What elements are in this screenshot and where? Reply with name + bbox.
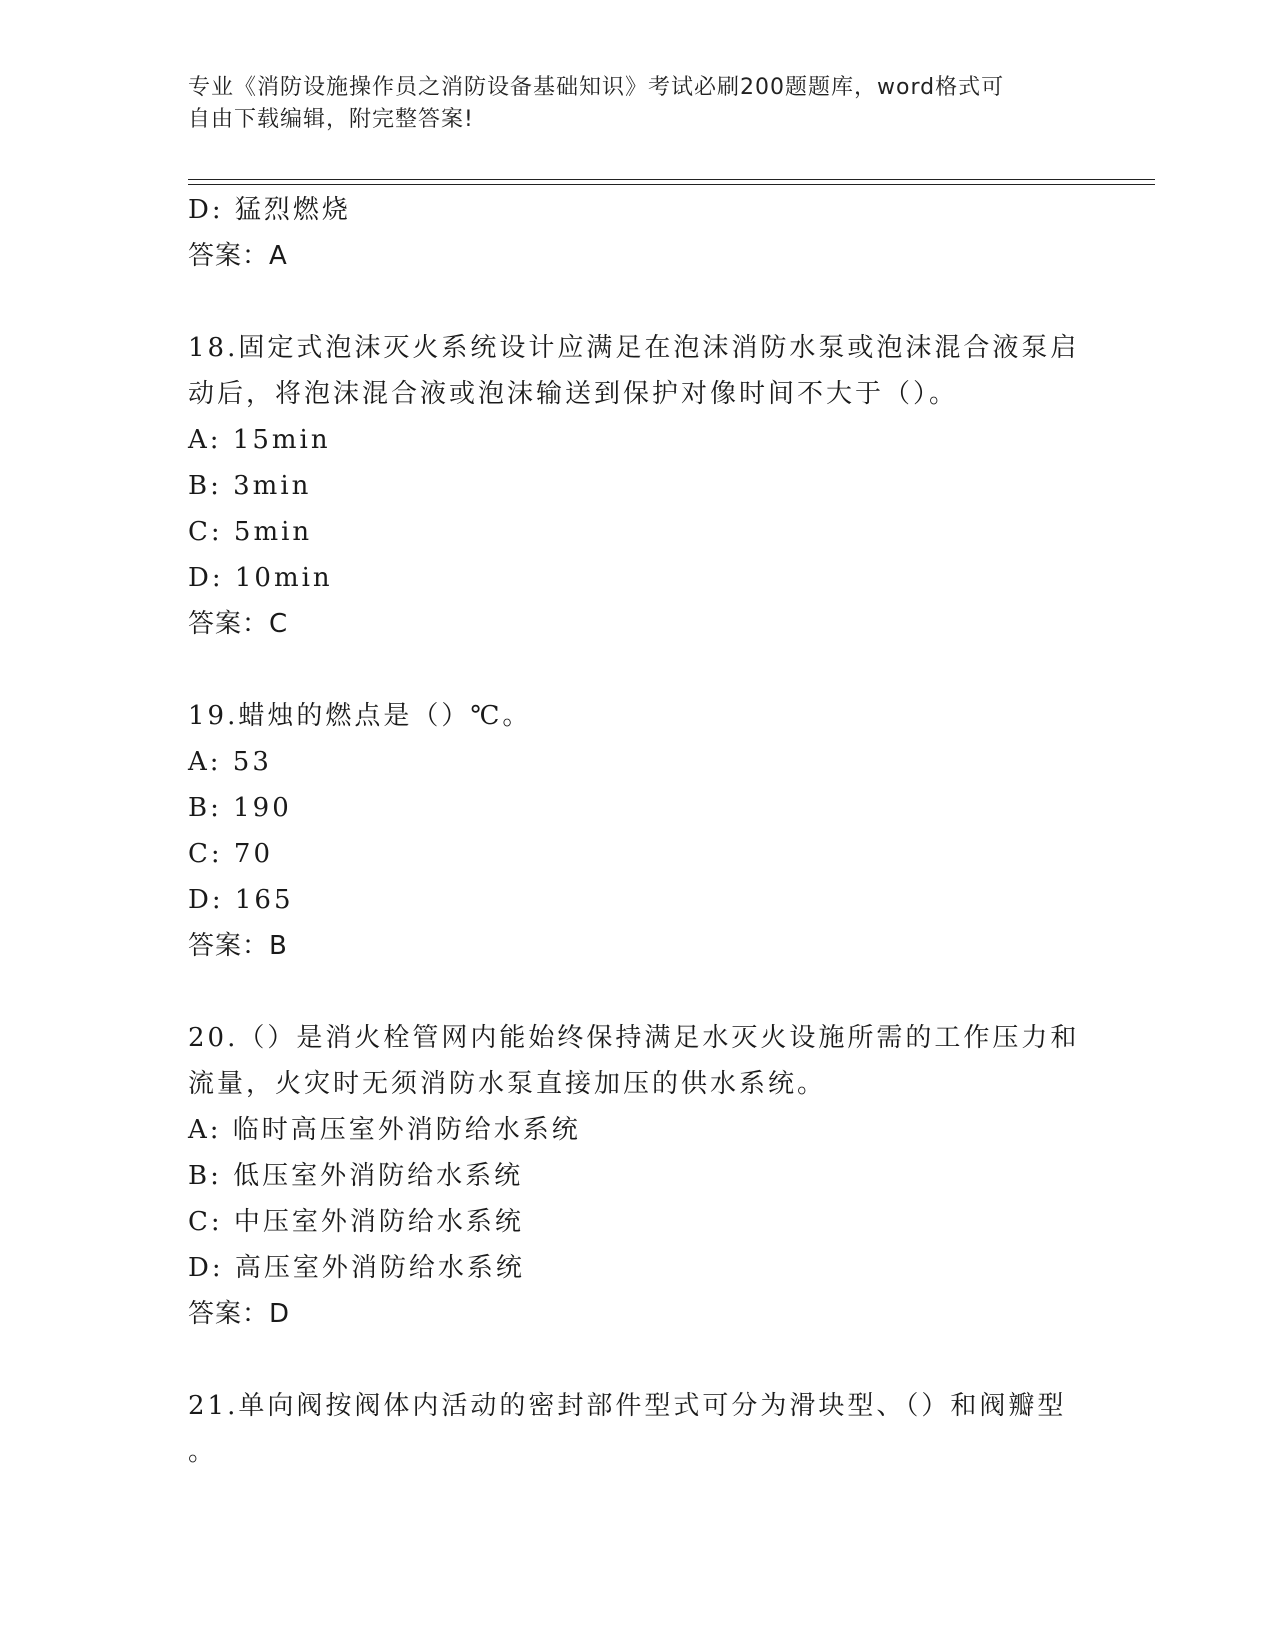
answer: 答案：B [188,931,288,961]
option-a: A: 53 [188,747,272,777]
question-21 [188,1383,1088,1475]
option-d: D: 高压室外消防给水系统 [188,1253,525,1283]
spacer [188,1337,1088,1383]
option-c: C: 70 [188,839,274,869]
question-19 [188,693,1088,969]
spacer [188,279,1088,325]
question-18 [188,325,1088,647]
option-b: B: 3min [188,471,312,501]
option-b: B: 190 [188,793,292,823]
header-line-1: 专业《消防设施操作员之消防设备基础知识》考试必刷200题题库，word格式可 [188,75,1005,100]
header-divider [188,179,1155,185]
question-text-line-1: 21.单向阀按阀体内活动的密封部件型式可分为滑块型、（）和阀瓣型 [188,1391,1067,1421]
option-c: C: 中压室外消防给水系统 [188,1207,524,1237]
option-b: B: 低压室外消防给水系统 [188,1161,524,1191]
question-text-line-2: 流量，火灾时无须消防水泵直接加压的供水系统。 [188,1069,827,1099]
question-text-line-1: 19.蜡烛的燃点是（）℃。 [188,701,532,731]
question-text-line-1: 20.（）是消火栓管网内能始终保持满足水灭火设施所需的工作压力和 [188,1023,1080,1053]
option-c: C: 5min [188,517,313,547]
option-a: A: 临时高压室外消防给水系统 [188,1115,581,1145]
spacer [188,647,1088,693]
question-text-line-2: 动后，将泡沫混合液或泡沫输送到保护对像时间不大于（）。 [188,379,959,409]
document-body [188,187,1088,1475]
option-d: D: 165 [188,885,294,915]
question-text-line-1: 18.固定式泡沫灭火系统设计应满足在泡沫消防水泵或泡沫混合液泵启 [188,333,1080,363]
answer: 答案：D [188,1299,291,1329]
header-line-2: 自由下载编辑，附完整答案! [188,107,474,132]
question-text-line-2: 。 [188,1437,218,1467]
answer: 答案：C [188,609,289,639]
spacer [188,969,1088,1015]
question-20 [188,1015,1088,1337]
option-a: A: 15min [188,425,331,455]
option-d: D: 猛烈燃烧 [188,195,351,225]
answer: 答案：A [188,241,288,271]
option-d: D: 10min [188,563,333,593]
page-header [188,72,1088,136]
